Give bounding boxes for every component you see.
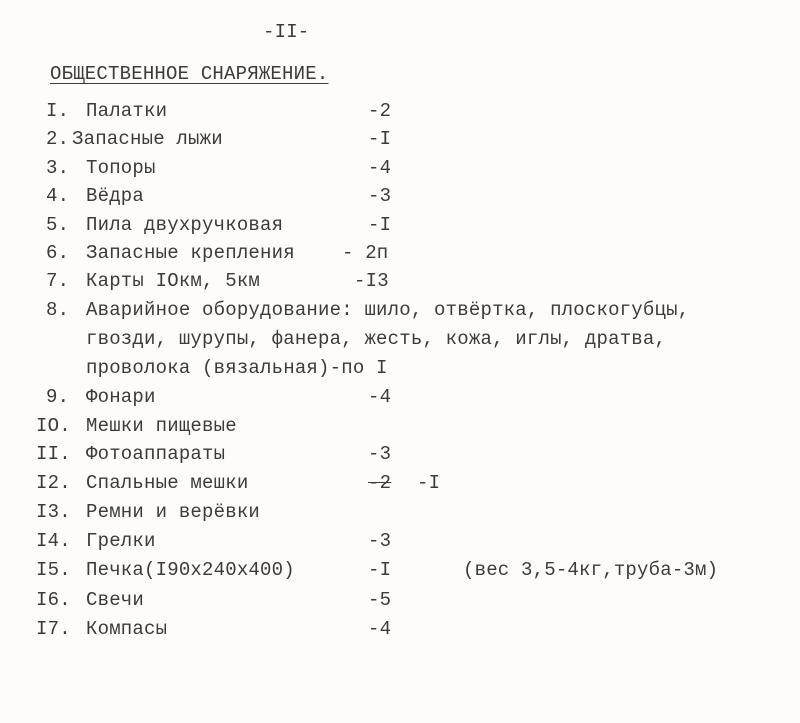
item-name: Мешки пищевые: [86, 415, 237, 437]
item-quantity: -5: [368, 589, 392, 611]
item-name: Ремни и верёвки: [86, 501, 261, 523]
item-number: I4.: [36, 530, 71, 552]
item-quantity: -I: [368, 214, 392, 236]
item-number: I3.: [36, 501, 71, 523]
item-quantity: -I: [368, 559, 392, 581]
item-name: Компасы: [86, 618, 168, 640]
item-name: Аварийное оборудование: шило, отвёртка, плоскогубцы,: [86, 299, 690, 321]
item-name: Свечи: [86, 589, 145, 611]
item-quantity: -3: [368, 443, 392, 465]
item-name: Карты IOкм, 5км: [86, 270, 261, 292]
item-number: 8.: [46, 299, 70, 321]
item-number: I5.: [36, 559, 71, 581]
item-quantity: -I: [368, 128, 392, 150]
item-name: Печка(I90x240x400): [86, 559, 295, 581]
item-name: Спальные мешки: [86, 472, 249, 494]
item-number: I.: [46, 100, 70, 122]
item-number: 5.: [46, 214, 70, 236]
item-quantity: -3: [368, 185, 392, 207]
item-quantity: -4: [368, 157, 392, 179]
page-number: -II-: [263, 21, 310, 43]
item-quantity: -4: [368, 618, 392, 640]
item-quantity: -4: [368, 386, 392, 408]
item-number: 3.: [46, 157, 70, 179]
item-number: 4.: [46, 185, 70, 207]
item-name: Палатки: [86, 100, 168, 122]
item-note: (вес 3,5-4кг,труба-3м): [463, 559, 719, 581]
item-name: Пила двухручковая: [86, 214, 284, 236]
item-number: 7.: [46, 270, 70, 292]
item-number: 6.: [46, 242, 70, 264]
item-number: 2.: [46, 128, 70, 150]
item-quantity: -2: [368, 100, 392, 122]
item-quantity: -3: [368, 530, 392, 552]
item-quantity: -2: [368, 472, 392, 494]
item-number: II.: [36, 443, 71, 465]
item-number: I2.: [36, 472, 71, 494]
item-name: Топоры: [86, 157, 156, 179]
item-name: Фонари: [86, 386, 156, 408]
item-name: Грелки: [86, 530, 156, 552]
item-quantity: - 2п: [342, 242, 389, 264]
item-continuation: гвозди, шурупы, фанера, жесть, кожа, иглы, дратва,: [86, 328, 667, 350]
item-name: Запасные лыжи: [72, 128, 223, 150]
item-number: 9.: [46, 386, 70, 408]
item-number: I7.: [36, 618, 71, 640]
item-name: Фотоаппараты: [86, 443, 226, 465]
item-number: I6.: [36, 589, 71, 611]
item-quantity: -I3: [354, 270, 389, 292]
item-number: IO.: [36, 415, 71, 437]
item-quantity-correction: -I: [417, 472, 441, 494]
item-name: Запасные крепления: [86, 242, 295, 264]
item-continuation: проволока (вязальная)-по I: [86, 357, 388, 379]
page-title: ОБЩЕСТВЕННОЕ СНАРЯЖЕНИЕ.: [50, 63, 329, 85]
item-name: Вёдра: [86, 185, 145, 207]
